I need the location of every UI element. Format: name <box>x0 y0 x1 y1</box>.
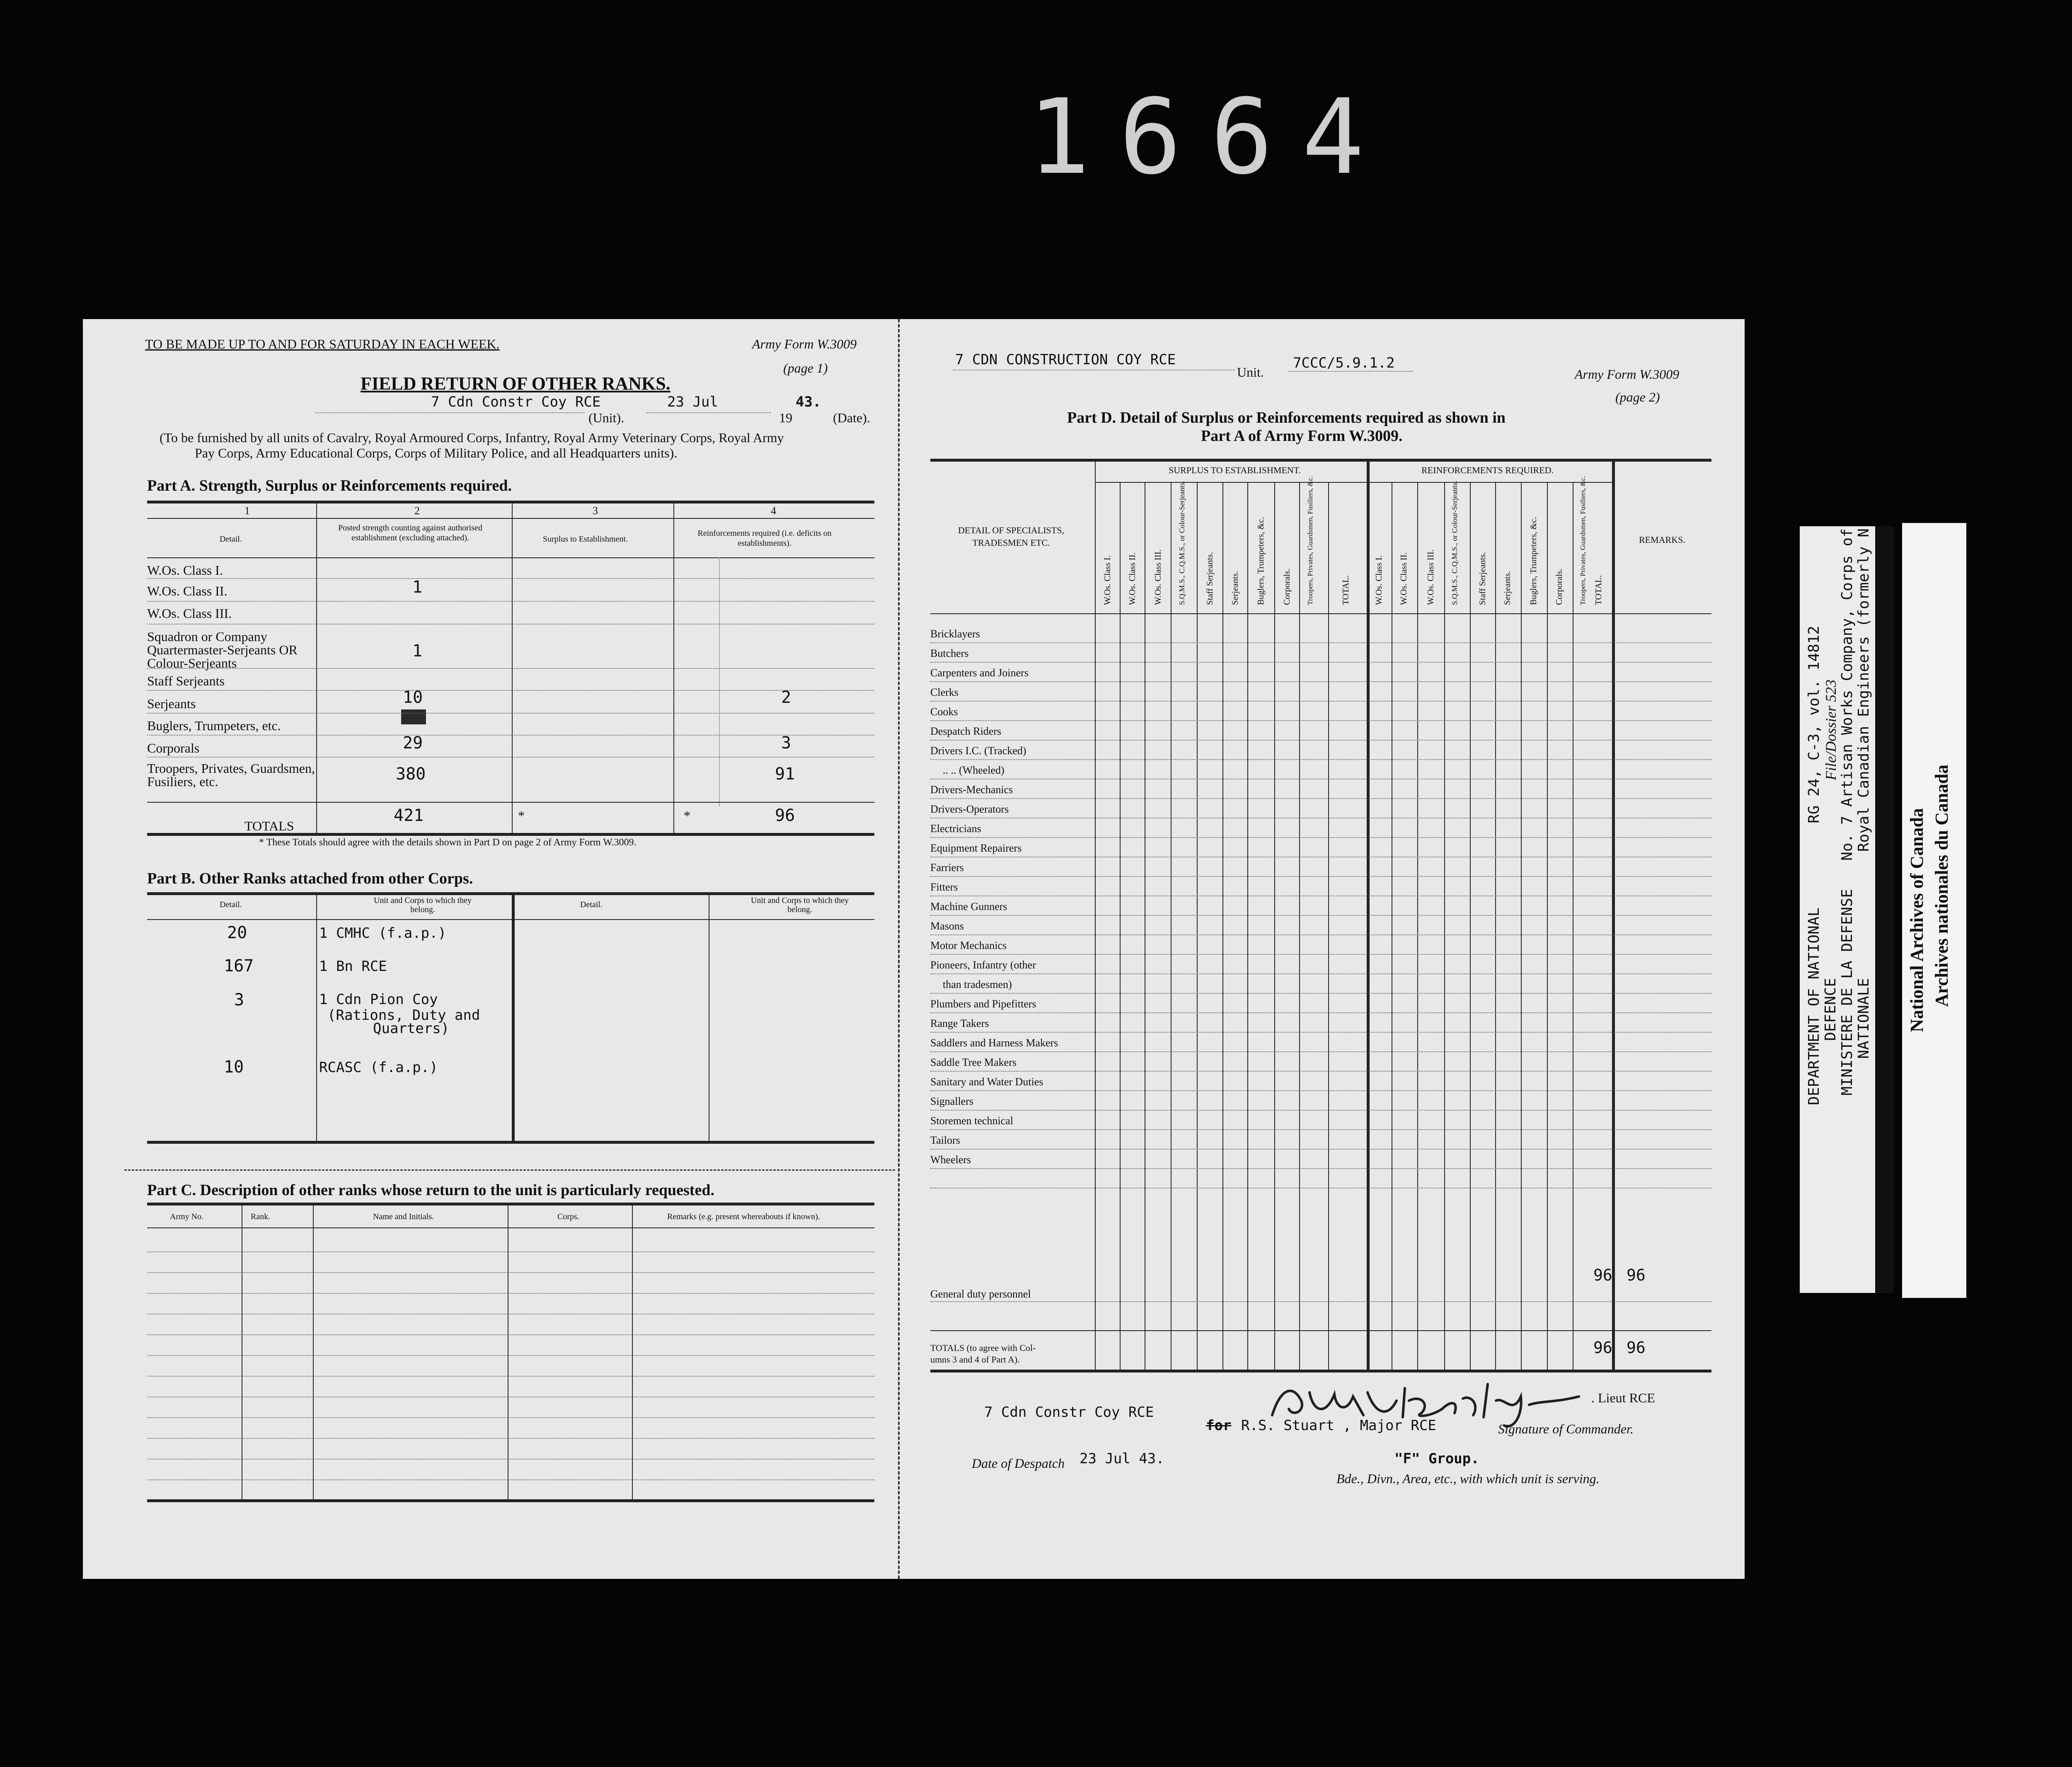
dept-line-2: DEFENCE <box>1822 978 1839 1041</box>
trade-row-9: Drivers-Mechanics <box>930 784 1013 796</box>
partA-detail-cqms: Squadron or Company Quartermaster-Serjeants OR Colour-Serjeants <box>147 629 298 670</box>
partB-detail-1: 20 <box>227 923 247 942</box>
nac-english: National Archives of Canada <box>1907 808 1927 1032</box>
partA-posted-ptes: 380 <box>396 765 426 784</box>
trade-row-24: Sanitary and Water Duties <box>930 1076 1043 1088</box>
partB-header-unit-1: Unit and Corps to which they belong. <box>373 896 472 914</box>
partB-detail-3: 3 <box>234 990 244 1009</box>
trade-row-7: Drivers I.C. (Tracked) <box>930 745 1026 757</box>
row-rule <box>147 601 874 602</box>
page1-page-label: (page 1) <box>783 361 828 375</box>
partA-header-posted: Posted strength counting against authorised establishment (excluding attached). <box>338 523 482 542</box>
date-caption: (Date). <box>833 410 870 425</box>
group: "F" Group. <box>1394 1450 1479 1467</box>
group-caption: Bde., Divn., Area, etc., with which unit is serving. <box>1336 1471 1600 1486</box>
partA-reinf-ptes: 91 <box>775 765 795 784</box>
surplus-col-sqms: S.Q.M.S., C.Q.M.S., or Colour-Serjeants. <box>1178 481 1186 605</box>
row-rule <box>147 578 874 579</box>
partB-detail-2: 167 <box>224 956 254 975</box>
totals-remarks: 96 <box>1627 1339 1646 1357</box>
trade-row-2: Butchers <box>930 647 969 659</box>
page2-unit-caption: Unit. <box>1237 365 1264 380</box>
despatch-date: 23 Jul 43. <box>1080 1450 1164 1467</box>
surplus-col-sjt: Serjeants. <box>1230 571 1240 605</box>
reinf-col-total: TOTAL. <box>1593 575 1603 605</box>
partA-title: Part A. Strength, Surplus or Reinforcements required. <box>147 477 512 494</box>
sign-caption: Signature of Commander. <box>1498 1421 1634 1436</box>
surplus-col-total: TOTAL. <box>1341 575 1351 605</box>
partA-detail-ptes: Troopers, Privates, Guardsmen, Fusiliers, etc. <box>147 761 315 789</box>
sign-officer: R.S. Stuart , Major RCE <box>1241 1417 1436 1434</box>
partA-detail-sjt: Serjeants <box>147 696 196 711</box>
row-rule <box>147 690 874 691</box>
partA-posted-buglers-overstrike <box>401 709 426 724</box>
trade-row-8: .. .. (Wheeled) <box>943 764 1005 776</box>
reinf-col-sjt: Serjeants. <box>1502 571 1512 605</box>
row-rule <box>930 876 1711 877</box>
partA-total-posted: 421 <box>394 806 424 825</box>
partB-unit-3-extra1: (Rations, Duty and <box>327 1007 480 1024</box>
partD-remarks-header: REMARKS. <box>1639 535 1685 545</box>
row-rule <box>147 713 874 714</box>
partA-detail-wo2: W.Os. Class II. <box>147 583 228 598</box>
totals-total: 96 <box>1593 1339 1612 1357</box>
trade-row-20: Plumbers and Pipefitters <box>930 998 1036 1010</box>
partB-unit-1: 1 CMHC (f.a.p.) <box>319 925 447 942</box>
partA-total-reinf-asterisk: * <box>684 808 690 823</box>
archive-desc-1: No. 7 Artisan Works Company, Corps of <box>1839 528 1856 861</box>
surplus-col-staff-sjt: Staff Serjeants. <box>1205 552 1215 605</box>
trade-row-1: Bricklayers <box>930 628 980 640</box>
trade-row-15: Machine Gunners <box>930 900 1007 913</box>
archive-desc-2: Royal Canadian Engineers (formerly N <box>1855 528 1872 852</box>
row-rule <box>930 1012 1711 1013</box>
partA-footnote: * These Totals should agree with the details shown in Part D on page 2 of Army Form W.3009. <box>259 837 637 848</box>
unit-typed: 7 Cdn Constr Coy RCE <box>431 394 601 410</box>
frame-number: 1664 <box>1028 77 1394 197</box>
partA-reinf-cpl: 3 <box>781 733 792 753</box>
partC-header-corps: Corps. <box>557 1212 579 1221</box>
date-typed: 23 Jul <box>667 394 718 410</box>
reinf-col-wo3: W.Os. Class III. <box>1426 549 1435 605</box>
partA-posted-sjt: 10 <box>403 688 423 707</box>
row-rule <box>147 624 874 625</box>
trade-row-3: Carpenters and Joiners <box>930 667 1029 679</box>
partD-reinf-header: REINFORCEMENTS REQUIRED. <box>1421 465 1554 475</box>
totals-label-line2: umns 3 and 4 of Part A). <box>930 1354 1020 1365</box>
partB-detail-4: 10 <box>224 1058 244 1077</box>
despatch-label: Date of Despatch <box>972 1456 1065 1471</box>
page2-file-ref: 7CCC/5.9.1.2 <box>1293 355 1395 371</box>
row-rule <box>930 934 1711 935</box>
trade-row-22: Saddlers and Harness Makers <box>930 1037 1058 1049</box>
partA-detail-buglers: Buglers, Trumpeters, etc. <box>147 718 281 733</box>
year-prefix: 19 <box>779 410 792 425</box>
partA-colnum-2: 2 <box>414 505 420 517</box>
trade-row-23: Saddle Tree Makers <box>930 1056 1017 1068</box>
trade-row-19: than tradesmen) <box>943 978 1012 990</box>
row-rule <box>930 1032 1711 1033</box>
partC-title: Part C. Description of other ranks whose return to the unit is particularly requested. <box>147 1181 714 1199</box>
surplus-col-wo3: W.Os. Class III. <box>1153 549 1163 605</box>
partA-posted-wo2: 1 <box>412 578 423 597</box>
general-duty-label: General duty personnel <box>930 1288 1031 1300</box>
reinf-col-troopers: Troopers, Privates, Guardsmen, Fusiliers, &c. <box>1579 476 1587 605</box>
row-rule <box>930 1110 1711 1111</box>
surplus-col-buglers: Buglers, Trumpeters, &c. <box>1256 517 1266 605</box>
weekly-instruction: TO BE MADE UP TO AND FOR SATURDAY IN EACH WEEK. <box>145 336 500 351</box>
trade-row-10: Drivers-Operators <box>930 803 1009 815</box>
partA-detail-cpl: Corporals <box>147 741 200 755</box>
year-typed: 43. <box>796 394 821 410</box>
sign-for: for <box>1206 1417 1232 1434</box>
trade-row-13: Farriers <box>930 862 964 874</box>
surplus-col-cpl: Corporals. <box>1282 568 1292 605</box>
trade-row-5: Cooks <box>930 706 958 718</box>
trade-row-14: Fitters <box>930 881 958 893</box>
partA-totals-label: TOTALS <box>244 818 294 833</box>
partD-detail-header: DETAIL OF SPECIALISTS, TRADESMEN ETC. <box>958 525 1064 548</box>
page-fold-line <box>898 319 900 1579</box>
row-rule <box>930 798 1711 799</box>
dept-line-1: DEPARTMENT OF NATIONAL <box>1806 908 1823 1105</box>
partA-detail-wo1: W.Os. Class I. <box>147 563 223 578</box>
partC-header-remarks: Remarks (e.g. present whereabouts if known). <box>667 1212 820 1221</box>
page2-unit-typed: 7 CDN CONSTRUCTION COY RCE <box>955 351 1176 368</box>
trade-row-18: Pioneers, Infantry (other <box>930 959 1036 971</box>
row-rule <box>147 668 874 669</box>
general-duty-total: 96 <box>1593 1266 1612 1284</box>
surplus-col-wo1: W.Os. Class I. <box>1102 555 1112 605</box>
partA-colnum-1: 1 <box>244 505 250 517</box>
row-rule <box>147 757 874 758</box>
page2-form-ref: Army Form W.3009 <box>1575 367 1680 382</box>
surplus-col-troopers: Troopers, Privates, Guardsmen, Fusiliers, &c. <box>1306 476 1314 605</box>
reinf-col-sqms: S.Q.M.S., C.Q.M.S., or Colour-Serjeants. <box>1450 481 1459 605</box>
partB-unit-2: 1 Bn RCE <box>319 958 387 975</box>
partA-total-reinf: 96 <box>775 806 795 825</box>
general-duty-remarks: 96 <box>1627 1266 1646 1284</box>
row-rule <box>930 993 1711 994</box>
row-rule <box>930 1149 1711 1150</box>
reinf-col-wo2: W.Os. Class II. <box>1399 552 1409 605</box>
page1-form-ref: Army Form W.3009 <box>752 336 857 351</box>
furnish-note-line2: Pay Corps, Army Educational Corps, Corps of Military Police, and all Headquarters units). <box>195 445 678 460</box>
partD-surplus-header: SURPLUS TO ESTABLISHMENT. <box>1169 465 1301 475</box>
trade-row-4: Clerks <box>930 686 959 698</box>
row-rule <box>930 662 1711 663</box>
surplus-col-wo2: W.Os. Class II. <box>1127 552 1137 605</box>
partA-colnum-3: 3 <box>593 505 598 517</box>
row-rule <box>930 954 1711 955</box>
trade-row-26: Storemen technical <box>930 1115 1013 1127</box>
dept-line-3: MINISTERE DE LA DEFENSE <box>1839 889 1856 1096</box>
sign-unit: 7 Cdn Constr Coy RCE <box>984 1404 1154 1421</box>
partA-detail-staff-sjt: Staff Serjeants <box>147 673 225 688</box>
partA-header-surplus: Surplus to Establishment. <box>543 535 628 544</box>
row-rule <box>930 973 1711 974</box>
form-title: FIELD RETURN OF OTHER RANKS. <box>361 373 670 394</box>
row-rule <box>930 1071 1711 1072</box>
row-rule <box>930 915 1711 916</box>
partC-header-armyno: Army No. <box>170 1212 204 1221</box>
partA-reinf-sjt: 2 <box>781 688 792 707</box>
reinf-col-wo1: W.Os. Class I. <box>1374 555 1384 605</box>
trade-row-17: Motor Mechanics <box>930 939 1007 951</box>
trade-row-27: Tailors <box>930 1134 960 1146</box>
partA-posted-cpl: 29 <box>403 733 423 753</box>
partC-header-name: Name and Initials. <box>373 1212 434 1221</box>
nac-french: Archives nationales du Canada <box>1932 765 1952 1007</box>
row-rule <box>930 1090 1711 1091</box>
archive-file: File/Dossier 523 <box>1823 680 1839 780</box>
partA-total-surplus-asterisk: * <box>518 808 525 823</box>
partD-title-line2: Part A of Army Form W.3009. <box>1201 427 1403 445</box>
trade-row-6: Despatch Riders <box>930 725 1002 737</box>
partA-header-detail: Detail. <box>220 535 242 544</box>
reinf-col-cpl: Corporals. <box>1554 568 1564 605</box>
row-rule <box>930 740 1711 741</box>
partA-colnum-4: 4 <box>771 505 776 517</box>
trade-row-11: Electricians <box>930 823 981 835</box>
row-rule <box>930 1051 1711 1052</box>
partB-unit-3-extra2: Quarters) <box>373 1020 450 1037</box>
partA-posted-cqms: 1 <box>412 641 423 661</box>
row-rule <box>147 735 874 736</box>
partA-detail-wo3: W.Os. Class III. <box>147 606 232 621</box>
reinf-col-staff-sjt: Staff Serjeants. <box>1477 552 1487 605</box>
trade-row-25: Signallers <box>930 1095 973 1107</box>
furnish-note-line1: (To be furnished by all units of Cavalry, Royal Armoured Corps, Infantry, Royal Army Veterinary Corps, Royal Army <box>160 430 784 445</box>
sign-rank: . Lieut RCE <box>1591 1390 1655 1405</box>
partB-header-unit-2: Unit and Corps to which they belong. <box>750 896 849 914</box>
row-rule <box>930 759 1711 760</box>
partA-header-reinf: Reinforcements required (i.e. deficits on establishments). <box>697 529 832 548</box>
row-rule <box>930 837 1711 838</box>
partB-header-detail-1: Detail. <box>220 900 242 909</box>
partB-header-detail-2: Detail. <box>580 900 603 909</box>
partC-header-rank: Rank. <box>251 1212 271 1221</box>
trade-row-16: Masons <box>930 920 964 932</box>
page2-page-label: (page 2) <box>1615 390 1660 404</box>
partB-unit-4: RCASC (f.a.p.) <box>319 1059 438 1076</box>
partB-unit-3: 1 Cdn Pion Coy <box>319 991 438 1008</box>
trade-row-12: Equipment Repairers <box>930 842 1022 854</box>
reinf-col-buglers: Buglers, Trumpeters, &c. <box>1528 517 1538 605</box>
archive-ref: RG 24, C-3, vol. 14812 <box>1806 626 1823 823</box>
totals-label-line1: TOTALS (to agree with Col- <box>930 1343 1036 1353</box>
row-rule <box>930 681 1711 682</box>
row-rule <box>930 1301 1711 1302</box>
trade-row-21: Range Takers <box>930 1017 989 1029</box>
row-rule <box>930 1168 1711 1169</box>
partB-title: Part B. Other Ranks attached from other Corps. <box>147 870 473 887</box>
row-rule <box>930 1129 1711 1130</box>
row-rule <box>930 720 1711 721</box>
partD-title-line1: Part D. Detail of Surplus or Reinforcements required as shown in <box>1067 409 1506 426</box>
row-rule <box>930 701 1711 702</box>
dept-line-4: NATIONALE <box>1855 978 1872 1059</box>
trade-row-28: Wheelers <box>930 1154 971 1166</box>
row-rule <box>930 642 1711 643</box>
unit-caption: (Unit). <box>588 410 625 425</box>
